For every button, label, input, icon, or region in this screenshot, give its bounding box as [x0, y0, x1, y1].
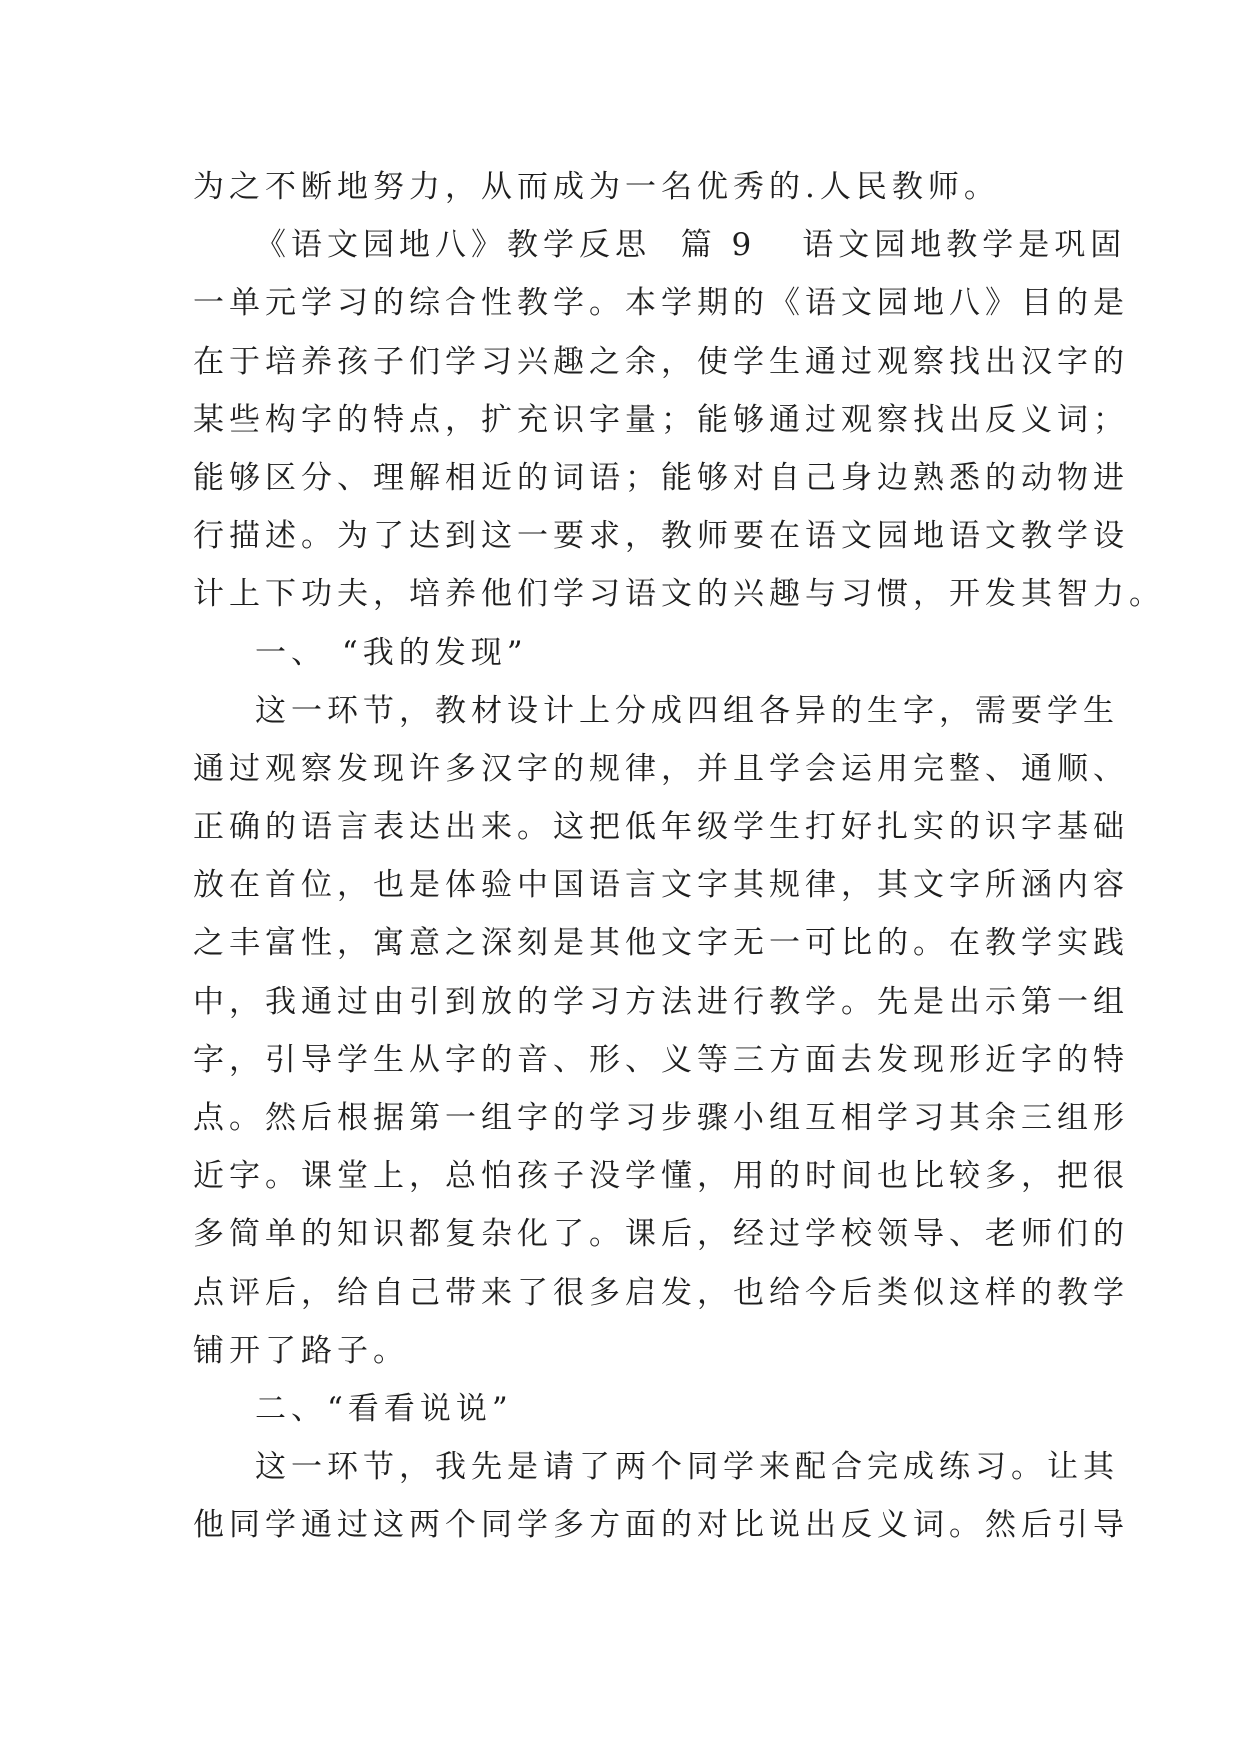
- text-line: 正确的语言表达出来。这把低年级学生打好扎实的识字基础: [193, 809, 1129, 846]
- text-line: 这一环节，我先是请了两个同学来配合完成练习。让其: [255, 1449, 1119, 1486]
- text-line: 点评后，给自己带来了很多启发，也给今后类似这样的教学: [193, 1274, 1129, 1311]
- text-line: 能够区分、理解相近的词语；能够对自己身边熟悉的动物进: [193, 459, 1129, 496]
- text-line: 计上下功夫，培养他们学习语文的兴趣与习惯，开发其智力。: [193, 576, 1165, 613]
- document-body: [193, 158, 1165, 1555]
- section-title: 《语文园地八》教学反思 篇 9: [255, 227, 757, 264]
- text-line: 行描述。为了达到这一要求，教师要在语文园地语文教学设: [193, 518, 1129, 555]
- text-line: 多简单的知识都复杂化了。课后，经过学校领导、老师们的: [193, 1216, 1129, 1253]
- text-line: 通过观察发现许多汉字的规律，并且学会运用完整、通顺、: [193, 750, 1129, 787]
- text-line: 中，我通过由引到放的学习方法进行教学。先是出示第一组: [193, 983, 1129, 1020]
- text-line: 铺开了路子。: [193, 1332, 409, 1369]
- text-line: 之丰富性，寓意之深刻是其他文字无一可比的。在教学实践: [193, 925, 1129, 962]
- text-line: 点。然后根据第一组字的学习步骤小组互相学习其余三组形: [193, 1100, 1129, 1136]
- text-line: 近字。课堂上，总怕孩子没学懂，用的时间也比较多，把很: [193, 1158, 1129, 1195]
- text-line: 一单元学习的综合性教学。本学期的《语文园地八》目的是: [193, 285, 1129, 322]
- text-line: 放在首位，也是体验中国语言文字其规律，其文字所涵内容: [193, 867, 1129, 904]
- text-line: 为之不断地努力，从而成为一名优秀的.人民教师。: [193, 169, 1000, 205]
- subheading-my-discovery: 一、 “我的发现”: [255, 634, 528, 671]
- subheading-look-and-say: 二、“看看说说”: [255, 1390, 513, 1427]
- paragraph-start: 语文园地教学是巩固: [802, 227, 1127, 264]
- section-title-line: [193, 216, 1127, 274]
- text-line: 在于培养孩子们学习兴趣之余，使学生通过观察找出汉字的: [193, 343, 1129, 380]
- text-line: 某些构字的特点，扩充识字量；能够通过观察找出反义词；: [193, 401, 1129, 438]
- text-line: 字，引导学生从字的音、形、义等三方面去发现形近字的特: [193, 1041, 1129, 1078]
- text-line: 他同学通过这两个同学多方面的对比说出反义词。然后引导: [193, 1507, 1129, 1544]
- text-line: 这一环节，教材设计上分成四组各异的生字，需要学生: [255, 692, 1119, 729]
